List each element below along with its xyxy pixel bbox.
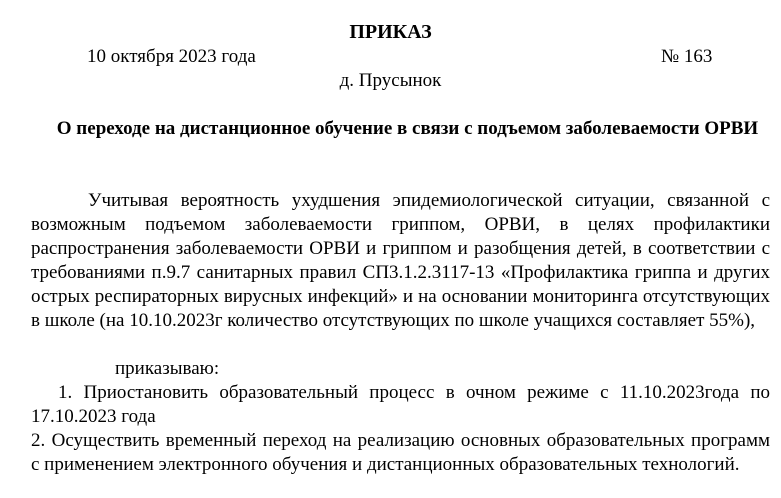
preamble-paragraph: Учитывая вероятность ухудшения эпидемиологической ситуации, связанной с возможным подъемом заболеваемости гриппом, ОРВИ, в целях профилактики распространения заболеваемости ОРВИ и гриппом и разобщения детей, в соответствии с требованиями п.9.7 санитарных правил СП3.1.2.3117-13 «Профилактика гриппа и других острых респираторных вирусных инфекций» и на основании мониторинга отсутствующих в школе (на 10.10.2023г количество отсутствующих по школе учащихся составляет 55%),	[31, 190, 770, 331]
order-number: № 163	[661, 46, 713, 67]
order-item-1: 1. Приостановить образовательный процесс в очном режиме с 11.10.2023года по 17.10.2023 года	[31, 382, 770, 427]
order-place: д. Прусынок	[339, 70, 442, 91]
order-heading: О переходе на дистанционное обучение в связи с подъемом заболеваемости ОРВИ	[56, 118, 759, 139]
order-date: 10 октября 2023 года	[87, 46, 256, 67]
orders-word: приказываю:	[115, 358, 220, 379]
document-title: ПРИКАЗ	[349, 21, 432, 43]
order-item-2: 2. Осуществить временный переход на реализацию основных образовательных программ с применением электронного обучения и дистанционных образовательных технологий.	[31, 430, 770, 475]
